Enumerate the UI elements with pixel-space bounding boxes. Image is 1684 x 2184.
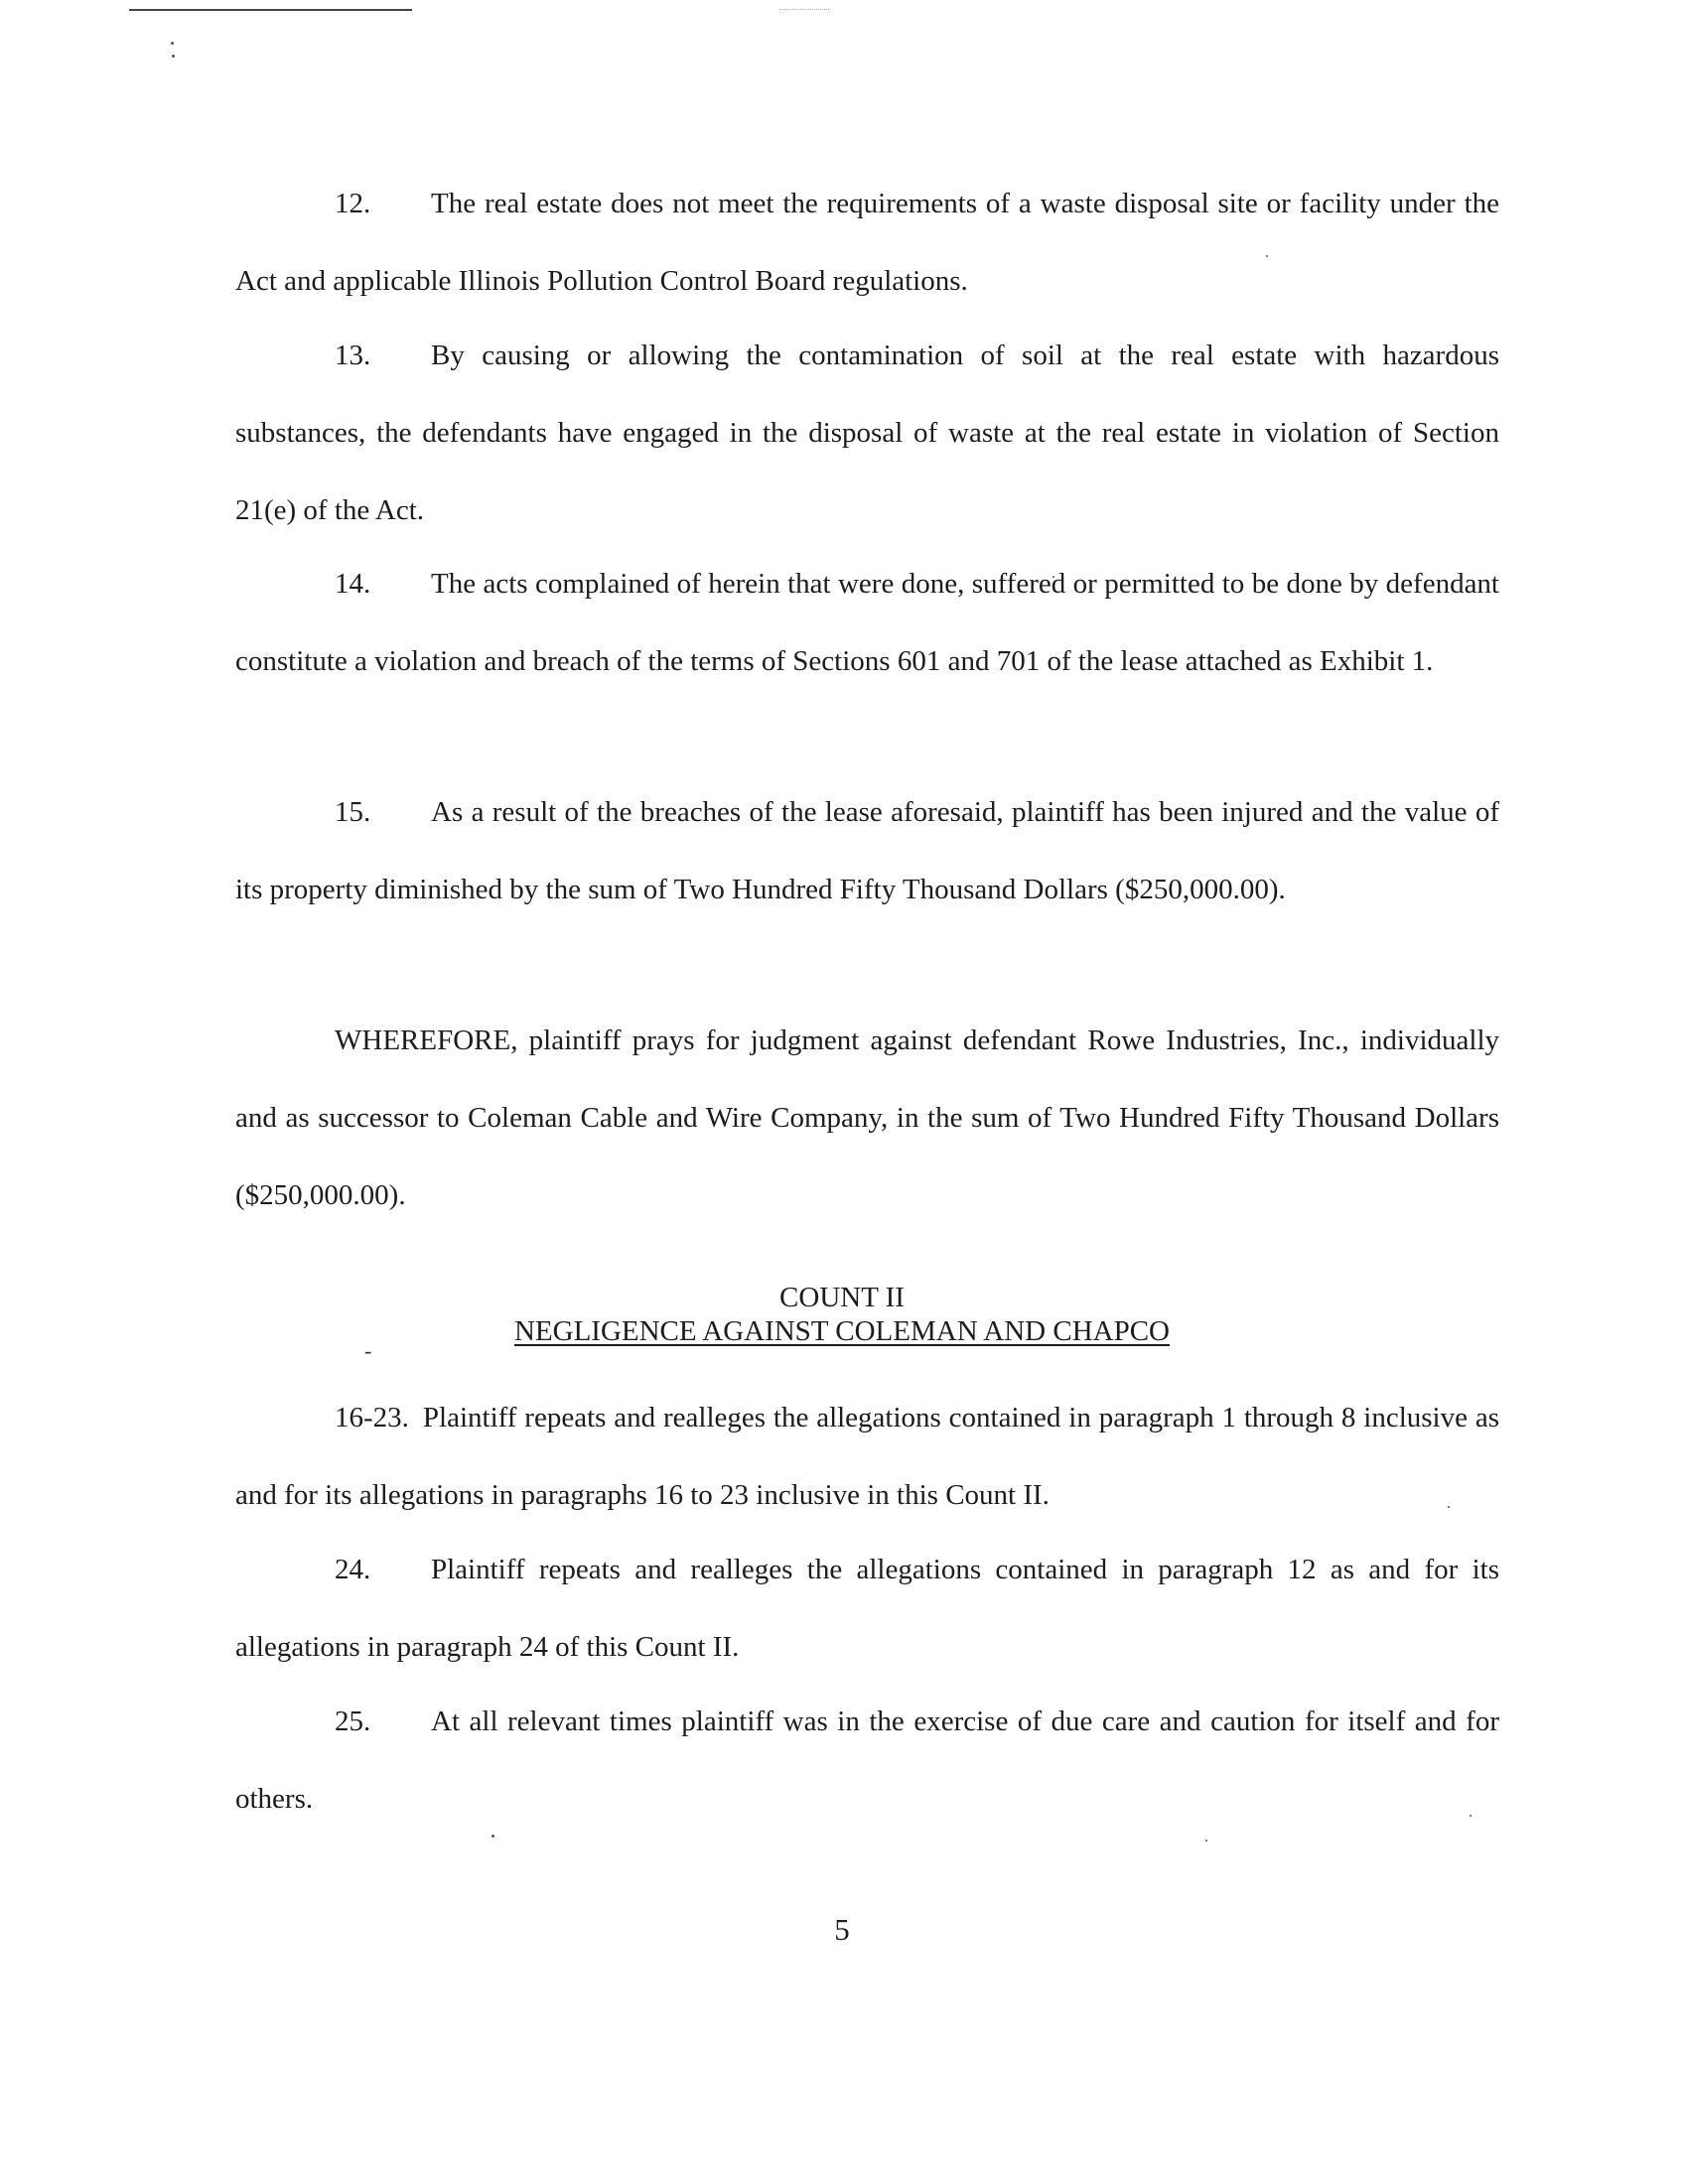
paragraph-number: 12. xyxy=(335,188,371,219)
top-rule-faint xyxy=(779,9,829,10)
paragraph-24 xyxy=(235,1531,1499,1686)
paragraph-text: The acts complained of herein that were done, suffered or permitted to be done by defendant constitute a violation and breach of the terms of Sections 601 and 701 of the lease attached as Exhibit 1. xyxy=(235,568,1499,677)
paragraph-25 xyxy=(235,1683,1499,1838)
paragraph-number: 24. xyxy=(335,1554,371,1585)
paragraph-13 xyxy=(235,317,1499,549)
paragraph-14 xyxy=(235,545,1499,700)
page-number: 5 xyxy=(834,1912,850,1947)
paragraph-12 xyxy=(235,165,1499,320)
paragraph-number: 15. xyxy=(335,796,371,828)
paragraph-text: Plaintiff repeats and realleges the allegations contained in paragraph 12 as and for its allegations in paragraph 24 of this Count II. xyxy=(235,1554,1499,1663)
paragraph-text: The real estate does not meet the requirements of a waste disposal site or facility under the Act and applicable Illinois Pollution Control Board regulations. xyxy=(235,188,1499,297)
paragraph-text: At all relevant times plaintiff was in the exercise of due care and caution for itself and for others. xyxy=(235,1706,1499,1815)
paragraph-16-23 xyxy=(235,1379,1499,1534)
scan-speck xyxy=(171,42,174,45)
paragraph-text: Plaintiff repeats and realleges the allegations contained in paragraph 1 through 8 inclusive as and for its allegations in paragraphs 16 to 23 inclusive in this Count II. xyxy=(235,1402,1499,1511)
paragraph-number: 25. xyxy=(335,1706,371,1737)
paragraph-15 xyxy=(235,773,1499,928)
wherefore-clause xyxy=(235,1002,1499,1234)
count-title: COUNT II xyxy=(779,1282,905,1313)
paragraph-number: 16-23. xyxy=(335,1402,409,1433)
top-rule xyxy=(129,9,412,11)
dash-mark: - xyxy=(364,1338,372,1363)
scan-speck xyxy=(172,55,175,58)
paragraph-text: As a result of the breaches of the lease aforesaid, plaintiff has been injured and the value of its property diminished by the sum of Two Hundred Fifty Thousand Dollars ($250,000.00). xyxy=(235,796,1499,905)
paragraph-number: 13. xyxy=(335,340,371,371)
paragraph-text: By causing or allowing the contamination of soil at the real estate with hazardous substances, the defendants have engaged in the disposal of waste at the real estate in violation of Section 21(e) of the Act. xyxy=(235,340,1499,526)
paragraph-text: WHEREFORE, plaintiff prays for judgment against defendant Rowe Industries, Inc., individually and as successor to Coleman Cable and Wire Company, in the sum of Two Hundred Fifty Thousand Dollars ($250,000.00). xyxy=(235,1024,1499,1211)
count-subtitle: NEGLIGENCE AGAINST COLEMAN AND CHAPCO xyxy=(513,1315,1171,1347)
paragraph-number: 14. xyxy=(335,568,371,600)
scan-speck xyxy=(1205,1840,1207,1842)
